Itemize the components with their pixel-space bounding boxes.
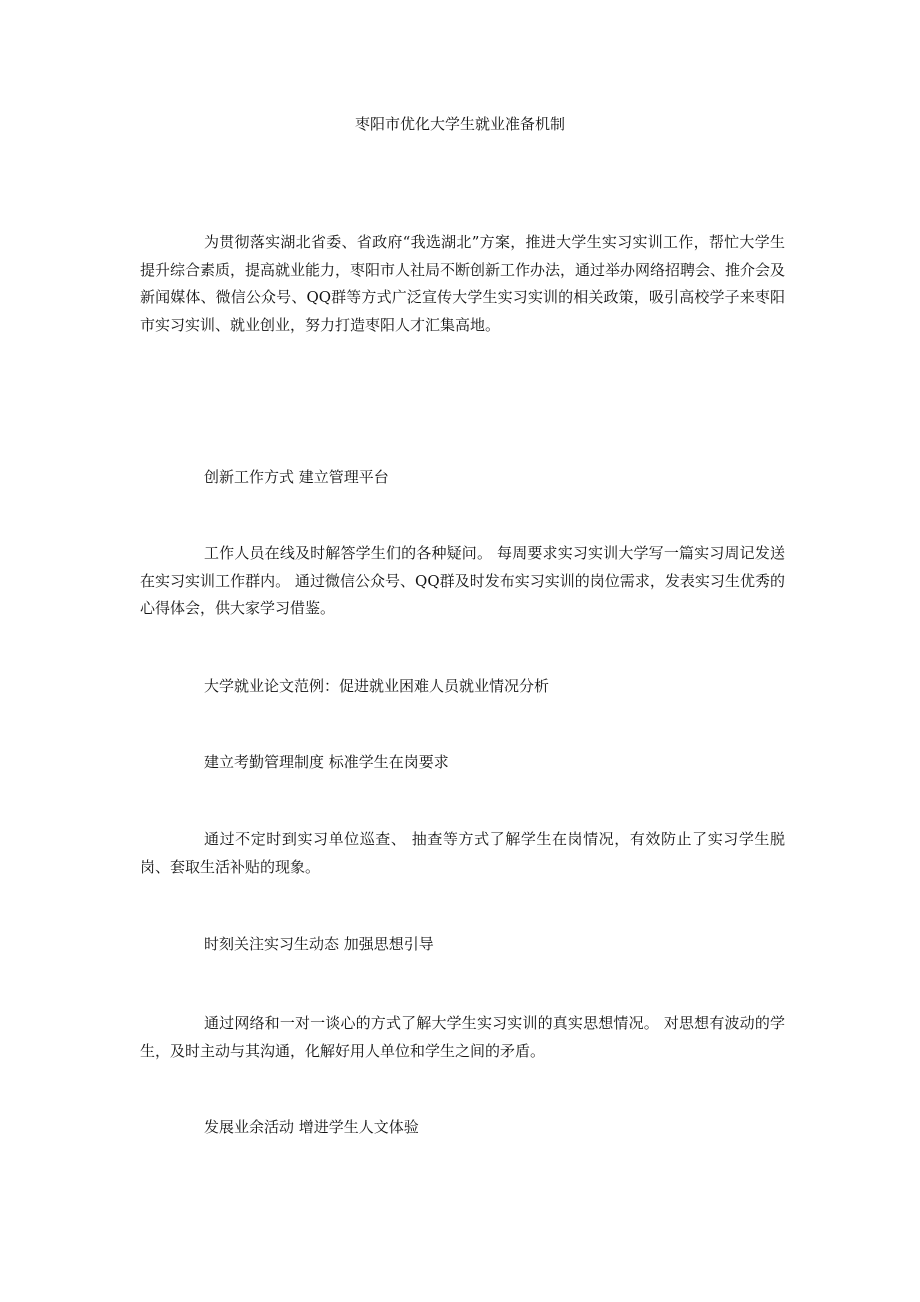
intro-paragraph: 为贯彻落实湖北省委、省政府“我选湖北”方案，推进大学生实习实训工作，帮忙大学生提升综合素质，提高就业能力，枣阳市人社局不断创新工作办法，通过举办网络招聘会、推介会及新闻媒体、微信公众号、QQ群等方式广泛宣传大学生实习实训的相关政策，吸引高校学子来枣阳市实习实训、就业创业，努力打造枣阳人才汇集高地。: [140, 233, 786, 334]
document-title: 枣阳市优化大学生就业准备机制: [354, 115, 565, 133]
section-heading-attendance: 建立考勤管理制度 标准学生在岗要求: [204, 753, 449, 771]
section-paragraph-attendance: 通过不定时到实习单位巡查、 抽查等方式了解学生在岗情况，有效防止了实习学生脱岗、套取生活补贴的现象。: [140, 830, 785, 876]
section-heading-activities: 发展业余活动 增进学生人文体验: [204, 1118, 419, 1136]
section-heading-guidance: 时刻关注实习生动态 加强思想引导: [204, 935, 434, 953]
section-heading-innovate: 创新工作方式 建立管理平台: [204, 468, 389, 486]
section-paragraph-guidance: 通过网络和一对一谈心的方式了解大学生实习实训的真实思想情况。 对思想有波动的学生，及时主动与其沟通，化解好用人单位和学生之间的矛盾。: [140, 1014, 785, 1060]
section-paragraph-innovate: 工作人员在线及时解答学生们的各种疑问。 每周要求实习实训大学写一篇实习周记发送在实习实训工作群内。 通过微信公众号、QQ群及时发布实习实训的岗位需求，发表实习生优秀的心得体会，供大家学习借鉴。: [140, 544, 785, 617]
related-article-line: 大学就业论文范例：促进就业困难人员就业情况分析: [204, 677, 550, 695]
